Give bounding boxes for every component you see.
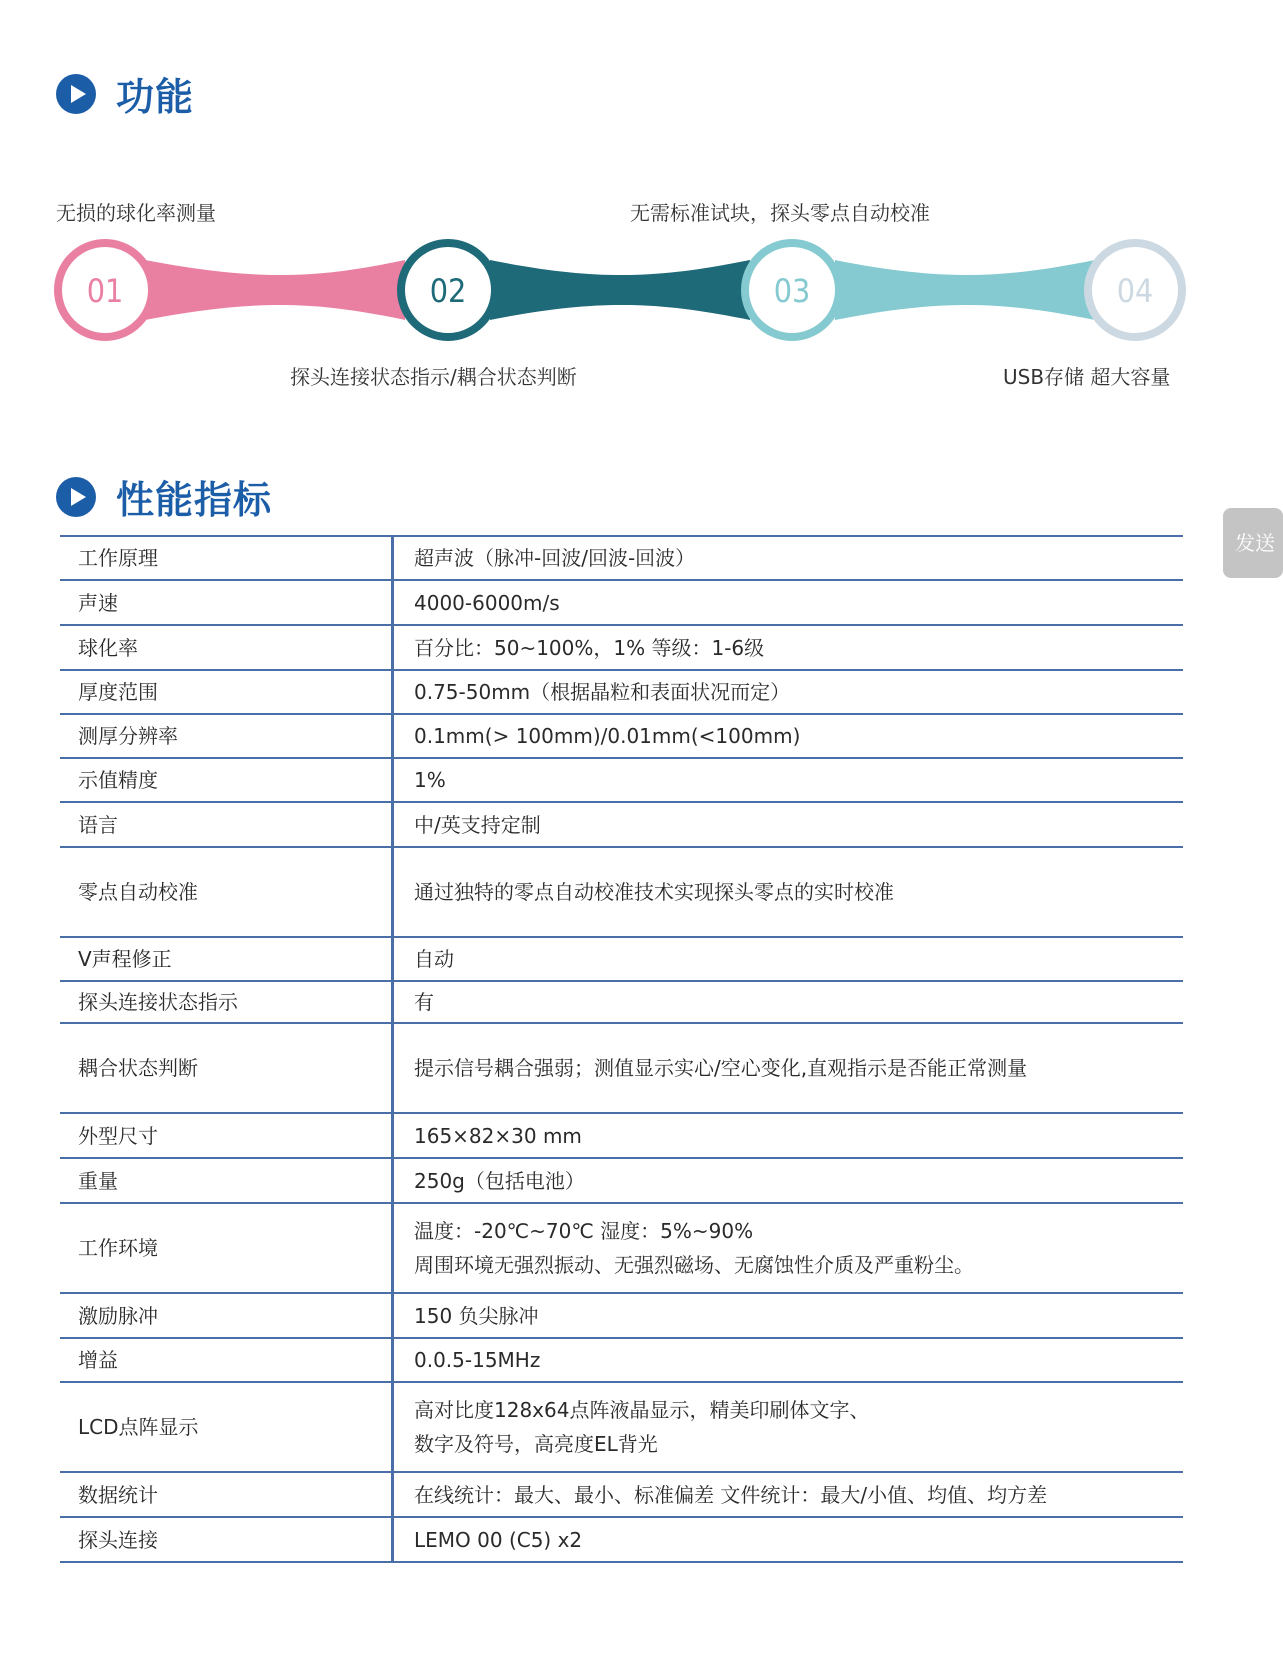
spec-row	[60, 1203, 1183, 1293]
feature-number-02: 02	[429, 272, 467, 310]
spec-value-line: 温度：-20℃~70℃ 湿度：5%~90%	[414, 1219, 754, 1243]
spec-label: 示值精度	[60, 758, 393, 802]
spec-value	[393, 1203, 1184, 1293]
spec-value-line: 百分比：50~100%，1% 等级：1-6级	[414, 635, 765, 660]
specs-title: 性能指标	[116, 478, 273, 522]
spec-value-line: 有	[414, 990, 434, 1014]
send-side-tab[interactable]: 发送	[1223, 508, 1283, 578]
spec-label: V声程修正	[60, 937, 393, 981]
feature-flow-graphic	[0, 230, 1269, 350]
spec-value	[393, 802, 1184, 847]
spec-value	[393, 625, 1184, 670]
spec-row	[60, 802, 1183, 847]
spec-value	[393, 758, 1184, 802]
spec-label: 激励脉冲	[60, 1293, 393, 1338]
spec-value	[393, 1023, 1184, 1113]
spec-value	[393, 937, 1184, 981]
spec-label: 测厚分辨率	[60, 714, 393, 758]
spec-value-line: 高对比度128x64点阵液晶显示，精美印刷体文字、	[414, 1398, 870, 1422]
functions-title: 功能	[116, 75, 195, 119]
spec-row	[60, 1023, 1183, 1113]
spec-row	[60, 847, 1183, 937]
flow-band-01-02	[145, 260, 405, 320]
spec-row	[60, 1382, 1183, 1472]
spec-label: 探头连接状态指示	[60, 981, 393, 1023]
spec-value-line: 中/英支持定制	[414, 812, 541, 837]
feature-node-01	[58, 243, 152, 337]
spec-value-line: 0.75-50mm（根据晶粒和表面状况而定）	[414, 680, 791, 704]
spec-value	[393, 847, 1184, 937]
spec-value-line: LEMO 00 (C5) x2	[414, 1527, 583, 1552]
spec-value-line: 数字及符号，高亮度EL背光	[414, 1432, 658, 1456]
specs-header	[56, 469, 272, 524]
spec-value	[393, 714, 1184, 758]
spec-value-line: 165×82×30 mm	[414, 1123, 582, 1148]
flow-band-03-04	[835, 260, 1095, 320]
spec-label: 声速	[60, 580, 393, 625]
spec-value-line: 通过独特的零点自动校准技术实现探头零点的实时校准	[414, 880, 894, 904]
spec-value	[393, 536, 1184, 580]
spec-label: 语言	[60, 802, 393, 847]
spec-row	[60, 670, 1183, 714]
spec-value	[393, 1293, 1184, 1338]
spec-value-line: 周围环境无强烈振动、无强烈磁场、无腐蚀性介质及严重粉尘。	[414, 1253, 974, 1277]
spec-value	[393, 981, 1184, 1023]
spec-value-line: 0.1mm(> 100mm)/0.01mm(<100mm)	[414, 724, 801, 748]
feature-number-01: 01	[86, 272, 124, 310]
spec-value	[393, 1113, 1184, 1158]
spec-label: LCD点阵显示	[60, 1382, 393, 1472]
spec-value	[393, 1517, 1184, 1562]
spec-row	[60, 1113, 1183, 1158]
play-circle-icon	[56, 477, 96, 517]
functions-header	[56, 66, 194, 121]
spec-value-line: 0.0.5-15MHz	[414, 1348, 541, 1372]
spec-value-line: 提示信号耦合强弱；测值显示实心/空心变化,直观指示是否能正常测量	[414, 1056, 1028, 1080]
spec-value-line: 自动	[414, 947, 454, 971]
spec-value-line: 在线统计：最大、最小、标准偏差 文件统计：最大/小值、均值、均方差	[414, 1482, 1048, 1507]
flow-band-02-03	[490, 260, 750, 320]
spec-label: 数据统计	[60, 1472, 393, 1517]
spec-row	[60, 1472, 1183, 1517]
feature-label-01: 无损的球化率测量	[56, 201, 216, 225]
spec-row	[60, 1517, 1183, 1562]
spec-row	[60, 536, 1183, 580]
spec-value	[393, 1382, 1184, 1472]
spec-label: 增益	[60, 1338, 393, 1382]
feature-label-04: USB存储 超大容量	[1003, 365, 1171, 389]
feature-label-02: 探头连接状态指示/耦合状态判断	[290, 365, 577, 389]
spec-value	[393, 580, 1184, 625]
spec-label: 耦合状态判断	[60, 1023, 393, 1113]
feature-node-03	[745, 243, 839, 337]
spec-row	[60, 758, 1183, 802]
spec-value-line: 250g（包括电池）	[414, 1168, 585, 1193]
spec-row	[60, 937, 1183, 981]
spec-row	[60, 1158, 1183, 1203]
spec-value-line: 150 负尖脉冲	[414, 1303, 539, 1328]
spec-label: 外型尺寸	[60, 1113, 393, 1158]
spec-row	[60, 981, 1183, 1023]
spec-label: 工作原理	[60, 536, 393, 580]
spec-label: 零点自动校准	[60, 847, 393, 937]
spec-row	[60, 1338, 1183, 1382]
spec-value-line: 1%	[414, 768, 446, 792]
spec-label: 球化率	[60, 625, 393, 670]
spec-label: 探头连接	[60, 1517, 393, 1562]
spec-label: 重量	[60, 1158, 393, 1203]
spec-row	[60, 580, 1183, 625]
spec-table	[60, 535, 1183, 1563]
spec-value	[393, 1158, 1184, 1203]
spec-value-line: 4000-6000m/s	[414, 590, 560, 615]
spec-value-line: 超声波（脉冲-回波/回波-回波）	[414, 546, 696, 570]
spec-row	[60, 714, 1183, 758]
spec-value	[393, 1472, 1184, 1517]
feature-node-04	[1088, 243, 1182, 337]
spec-row	[60, 625, 1183, 670]
play-circle-icon	[56, 74, 96, 114]
spec-value	[393, 1338, 1184, 1382]
feature-label-03: 无需标准试块，探头零点自动校准	[630, 201, 930, 225]
spec-label: 厚度范围	[60, 670, 393, 714]
feature-number-04: 04	[1116, 272, 1154, 310]
spec-row	[60, 1293, 1183, 1338]
feature-node-02	[401, 243, 495, 337]
spec-value	[393, 670, 1184, 714]
spec-label: 工作环境	[60, 1203, 393, 1293]
feature-number-03: 03	[773, 272, 811, 310]
